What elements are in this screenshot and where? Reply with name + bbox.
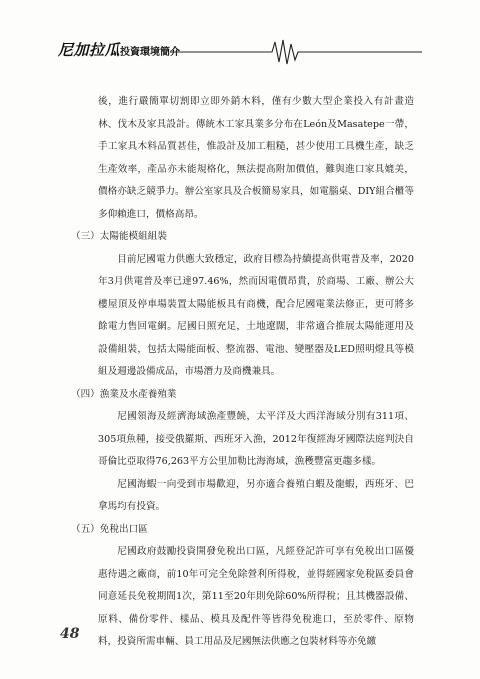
header-title-main: 尼加拉瓜 bbox=[58, 41, 121, 59]
body-paragraph: 後，進行嚴簡單切割即立即外銷木料，僅有少數大型企業投入有計畫造林、伐木及家具設計。傳統木工家具業多分布在León及Masatepe一帶，手工家具木料品質甚佳，惟設計及加工粗糙，甚少使用工具機生產，缺乏生產效率，產品亦未能規格化，無法提高附加價值，難與進口家具媲美，價格亦缺乏競爭力。辦公室家具及合板簡易家具，如電腦桌、DIY組合櫃等多仰賴進口，價格高昂。 bbox=[98, 96, 414, 220]
body-paragraph: 尼國政府鼓勵投資開發免稅出口區，凡經登記許可享有免稅出口區優惠待遇之廠商，前10年可完全免除營利所得稅，並得經國家免稅區委員會同意延長免稅期間1次，第11至20年則免除60%所得稅；且其機器設備、原料、備份零件、樣品、模具及配件等皆得免稅進口，至於零件、原物料，投資所需車輛、員工用品及尼國無法供應之包裝材料等亦免繳 bbox=[98, 546, 414, 647]
page-body bbox=[71, 91, 414, 654]
header-rule-waveform bbox=[58, 32, 422, 68]
body-paragraph: 目前尼國電力供應大致穩定，政府目標為持續提高供電普及率，2020年3月供電普及率已達97.46%，然而因電價昂貴，於商場、工廠、辦公大樓屋頂及停車場裝置太陽能板具有商機，配合尼國電業法修正，更可將多餘電力售回電網。尼國日照充足，土地遼闊，非常適合推展太陽能運用及設備組裝，包括太陽能面板、整流器、電池、變壓器及LED照明燈具等模組及週邊設備成品，市場潛力及商機兼具。 bbox=[98, 253, 414, 377]
header-title-sub: 投資環境簡介 bbox=[120, 47, 181, 58]
body-paragraph: 尼國海蝦一向受到市場歡迎，另亦適合養殖白蝦及龍蝦，西班牙、巴拿馬均有投資。 bbox=[98, 478, 414, 512]
page-number: 48 bbox=[60, 626, 80, 642]
section-heading: （三）太陽能模組組裝 bbox=[71, 231, 167, 242]
body-paragraph: 尼國領海及經濟海域漁產豐饒，太平洋及大西洋海域分別有311項、305項魚種，接受俄羅斯、西班牙入漁，2012年復經海牙國際法庭判決自哥倫比亞取得76,263平方公里加勒比海海域，漁穫豐富更趨多樣。 bbox=[98, 411, 414, 467]
section-heading: （四）漁業及水產養殖業 bbox=[71, 388, 177, 400]
running-header bbox=[58, 32, 422, 68]
section-heading: （五）免稅出口區 bbox=[71, 523, 148, 535]
